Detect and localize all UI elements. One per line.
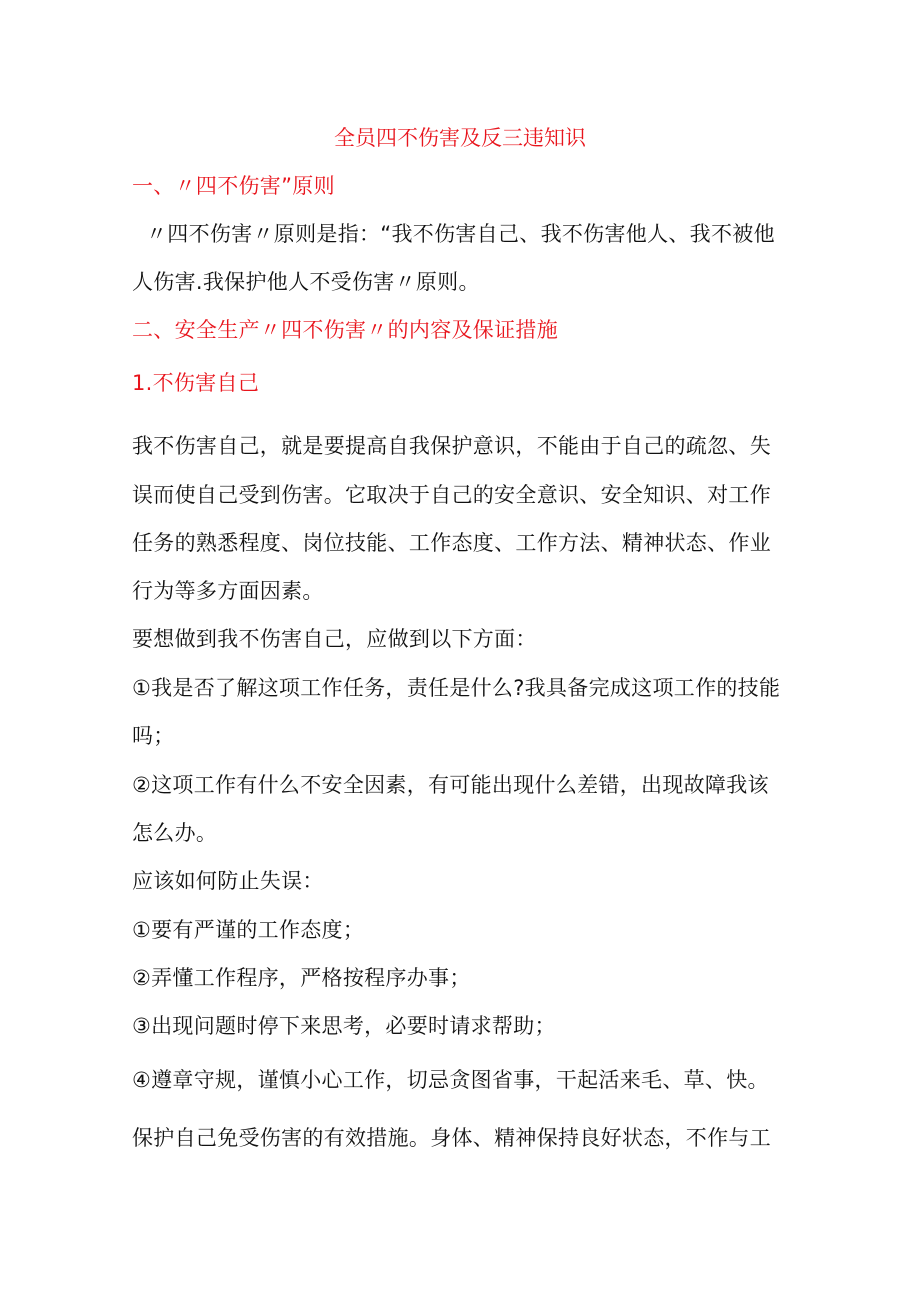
intro-line-2: 人伤害.我保护他人不受伤害〃原则。 [132, 270, 480, 294]
step-item-4: ④遵章守规，谨慎小心工作，切忌贪图省事，干起活来毛、草、快。 [132, 1068, 769, 1092]
paragraph-2: 要想做到我不伤害自己，应做到以下方面： [132, 627, 537, 651]
list-item-1-line-1: ①我是否了解这项工作任务，责任是什么?我具备完成这项工作的技能 [132, 676, 781, 700]
step-item-2: ②弄懂工作程序，严格按程序办事； [132, 966, 471, 990]
subsection-heading-1: 1.不伤害自己 [132, 371, 260, 395]
list-item-2-line-2: 怎么办。 [132, 821, 218, 845]
paragraph-1-line-4: 行为等多方面因素。 [132, 579, 324, 603]
step-item-1: ①要有严谨的工作态度； [132, 918, 365, 942]
paragraph-1-line-2: 误而使自己受到伤害。它取决于自己的安全意识、安全知识、对工作 [132, 483, 771, 507]
paragraph-1-line-3: 任务的熟悉程度、岗位技能、工作态度、工作方法、精神状态、作业 [132, 531, 771, 555]
section-heading-1: 一、〃四不伤害”原则 [132, 174, 335, 198]
paragraph-3: 应该如何防止失误： [132, 869, 324, 893]
document-title: 全员四不伤害及反三违知识 [334, 126, 586, 150]
paragraph-4: 保护自己免受伤害的有效措施。身体、精神保持良好状态，不作与工 [132, 1126, 771, 1150]
intro-line-1: 〃四不伤害〃原则是指：“我不伤害自己、我不伤害他人、我不被他 [146, 222, 775, 246]
section-heading-2: 二、安全生产〃四不伤害〃的内容及保证措施 [132, 318, 558, 342]
step-item-3: ③出现问题时停下来思考，必要时请求帮助； [132, 1014, 556, 1038]
list-item-2-line-1: ②这项工作有什么不安全因素，有可能出现什么差错，出现故障我该 [132, 773, 769, 797]
list-item-1-line-2: 吗； [132, 724, 175, 748]
paragraph-1-line-1: 我不伤害自己，就是要提高自我保护意识，不能由于自己的疏忽、失 [132, 434, 771, 458]
